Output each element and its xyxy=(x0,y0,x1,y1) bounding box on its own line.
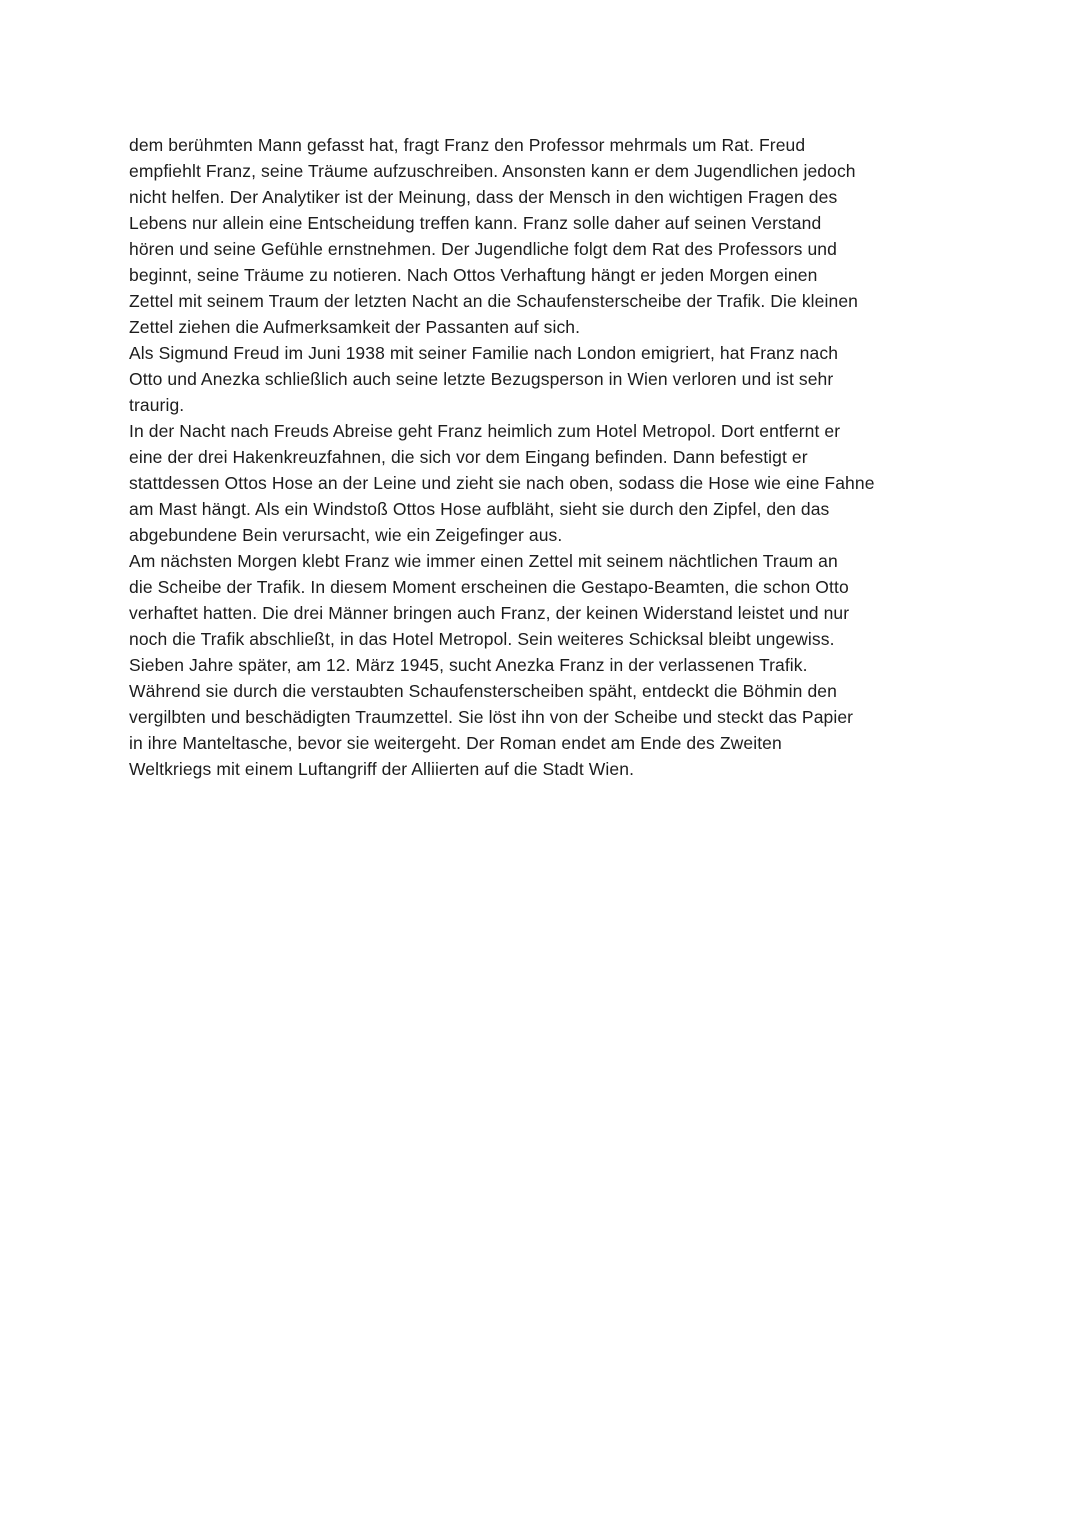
text-line: Zettel ziehen die Aufmerksamkeit der Passanten auf sich. xyxy=(129,317,581,337)
text-line: eine der drei Hakenkreuzfahnen, die sich vor dem Eingang befinden. Dann befestigt er xyxy=(129,447,808,467)
text-line: in ihre Manteltasche, bevor sie weitergeht. Der Roman endet am Ende des Zweiten xyxy=(129,733,782,753)
text-line: traurig. xyxy=(129,395,185,415)
text-line: stattdessen Ottos Hose an der Leine und zieht sie nach oben, sodass die Hose wie eine Fahne xyxy=(129,473,875,493)
text-line: vergilbten und beschädigten Traumzettel. Sie löst ihn von der Scheibe und steckt das Papier xyxy=(129,707,854,727)
text-line: verhaftet hatten. Die drei Männer bringen auch Franz, der keinen Widerstand leistet und nur xyxy=(129,603,850,623)
text-line: beginnt, seine Träume zu notieren. Nach Ottos Verhaftung hängt er jeden Morgen einen xyxy=(129,265,818,285)
text-line: hören und seine Gefühle ernstnehmen. Der Jugendliche folgt dem Rat des Professors und xyxy=(129,239,837,259)
text-line: Als Sigmund Freud im Juni 1938 mit seiner Familie nach London emigriert, hat Franz nach xyxy=(129,343,839,363)
text-line: nicht helfen. Der Analytiker ist der Meinung, dass der Mensch in den wichtigen Fragen des xyxy=(129,187,838,207)
text-line: Während sie durch die verstaubten Schaufensterscheiben späht, entdeckt die Böhmin den xyxy=(129,681,837,701)
text-line: dem berühmten Mann gefasst hat, fragt Franz den Professor mehrmals um Rat. Freud xyxy=(129,135,806,155)
text-line: Lebens nur allein eine Entscheidung treffen kann. Franz solle daher auf seinen Verstand xyxy=(129,213,822,233)
text-line: am Mast hängt. Als ein Windstoß Ottos Hose aufbläht, sieht sie durch den Zipfel, den das xyxy=(129,499,830,519)
text-line: noch die Trafik abschließt, in das Hotel Metropol. Sein weiteres Schicksal bleibt ungewiss. xyxy=(129,629,835,649)
text-line: die Scheibe der Trafik. In diesem Moment erscheinen die Gestapo-Beamten, die schon Otto xyxy=(129,577,849,597)
text-line: In der Nacht nach Freuds Abreise geht Franz heimlich zum Hotel Metropol. Dort entfernt er xyxy=(129,421,841,441)
text-line: abgebundene Bein verursacht, wie ein Zeigefinger aus. xyxy=(129,525,563,545)
text-line: empfiehlt Franz, seine Träume aufzuschreiben. Ansonsten kann er dem Jugendlichen jedoch xyxy=(129,161,856,181)
text-line: Am nächsten Morgen klebt Franz wie immer einen Zettel mit seinem nächtlichen Traum an xyxy=(129,551,838,571)
document-text xyxy=(129,132,979,782)
text-line: Zettel mit seinem Traum der letzten Nacht an die Schaufensterscheibe der Trafik. Die kleinen xyxy=(129,291,858,311)
text-line: Weltkriegs mit einem Luftangriff der Alliierten auf die Stadt Wien. xyxy=(129,759,635,779)
text-line: Sieben Jahre später, am 12. März 1945, sucht Anezka Franz in der verlassenen Trafik. xyxy=(129,655,808,675)
text-line: Otto und Anezka schließlich auch seine letzte Bezugsperson in Wien verloren und ist sehr xyxy=(129,369,834,389)
